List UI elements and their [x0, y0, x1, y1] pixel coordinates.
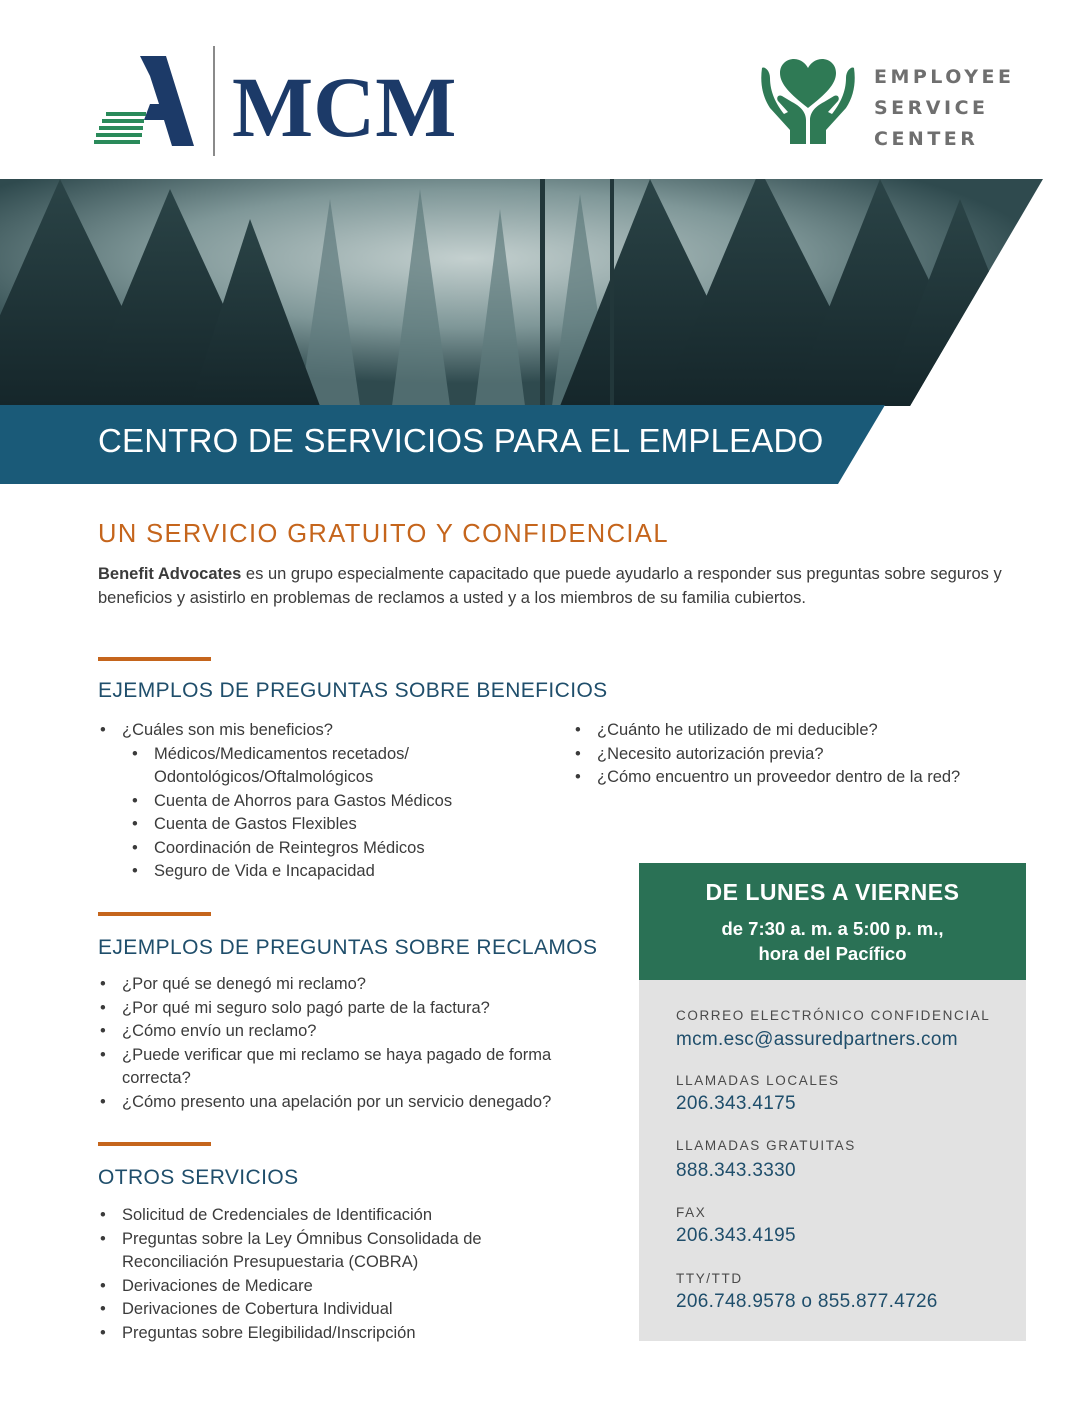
list-item: • Preguntas sobre la Ley Ómnibus Consolidada de Reconciliación Presupuestaria (COBRA): [122, 1228, 532, 1275]
email-label: CORREO ELECTRÓNICO CONFIDENCIAL: [676, 1008, 991, 1023]
other-list: [122, 1204, 532, 1345]
page-title: CENTRO DE SERVICIOS PARA EL EMPLEADO: [98, 422, 824, 459]
intro-paragraph: [98, 562, 1018, 610]
mcm-a-icon: [94, 56, 194, 146]
claims-list: [122, 973, 602, 1114]
hours-time: de 7:30 a. m. a 5:00 p. m.,: [721, 918, 944, 939]
list-item: • Cuenta de Gastos Flexibles: [154, 813, 512, 837]
list-item: • ¿Por qué mi seguro solo pagó parte de la factura?: [122, 997, 602, 1021]
hours-title: DE LUNES A VIERNES: [705, 879, 960, 905]
hero-forest-image: [0, 179, 1043, 406]
fax-number: 206.343.4195: [676, 1225, 796, 1246]
local-phone-link[interactable]: 206.343.4175: [676, 1093, 796, 1114]
intro-lead-text: es un grupo especialmente capacitado que puede ayudarlo a responder sus preguntas sobre seguros y beneficios y asistirlo en problemas de reclamos a usted y a los miembros de su familia cubiertos.: [98, 565, 1002, 607]
claims-heading: EJEMPLOS DE PREGUNTAS SOBRE RECLAMOS: [98, 936, 598, 959]
local-calls-label: LLAMADAS LOCALES: [676, 1073, 840, 1088]
section-rule: [98, 1142, 211, 1146]
esc-line-3: CENTER: [874, 128, 979, 150]
intro-subtitle: UN SERVICIO GRATUITO Y CONFIDENCIAL: [98, 520, 669, 548]
tty-label: TTY/TTD: [676, 1271, 743, 1286]
list-item: • ¿Cuáles son mis beneficios? • Médicos/Medicamentos recetados/ Odontológicos/Oftalmológicos • Cuenta de Ahorros para Gastos Médicos • Cuenta de Gastos Flexibles • Coordinación de Reintegros Médicos • Seguro de Vida e Incapacidad: [122, 719, 512, 884]
list-item: • Seguro de Vida e Incapacidad: [154, 860, 512, 884]
list-item: • Coordinación de Reintegros Médicos: [154, 837, 512, 861]
list-item: • ¿Cómo encuentro un proveedor dentro de la red?: [597, 766, 1027, 790]
toll-free-label: LLAMADAS GRATUITAS: [676, 1138, 856, 1153]
section-rule: [98, 657, 211, 661]
list-item: • ¿Cómo presento una apelación por un servicio denegado?: [122, 1091, 602, 1115]
list-item: • Preguntas sobre Elegibilidad/Inscripción: [122, 1322, 532, 1346]
list-item: • ¿Necesito autorización previa?: [597, 743, 1027, 767]
benefits-heading: EJEMPLOS DE PREGUNTAS SOBRE BENEFICIOS: [98, 679, 608, 702]
list-item: • ¿Cuánto he utilizado de mi deducible?: [597, 719, 1027, 743]
benefits-list-right: [597, 719, 1027, 790]
fax-label: FAX: [676, 1205, 707, 1220]
list-item: • Derivaciones de Medicare: [122, 1275, 532, 1299]
section-rule: [98, 912, 211, 916]
esc-logo: [756, 56, 1036, 156]
esc-line-1: EMPLOYEE: [874, 66, 1015, 88]
esc-wordmark: [874, 62, 1014, 155]
list-item: • ¿Por qué se denegó mi reclamo?: [122, 973, 602, 997]
toll-free-phone-link[interactable]: 888.343.3330: [676, 1160, 796, 1181]
list-item: • Derivaciones de Cobertura Individual: [122, 1298, 532, 1322]
hours-zone: hora del Pacífico: [758, 943, 907, 964]
list-item: • Cuenta de Ahorros para Gastos Médicos: [154, 790, 512, 814]
brand-name: MCM: [232, 59, 457, 155]
mcm-logo: [92, 40, 492, 160]
heart-hands-icon: [756, 56, 866, 156]
email-link[interactable]: mcm.esc@assuredpartners.com: [676, 1029, 958, 1050]
list-item: • Médicos/Medicamentos recetados/ Odontológicos/Oftalmológicos: [154, 743, 512, 790]
logo-divider: [213, 46, 215, 156]
esc-line-2: SERVICE: [874, 97, 989, 119]
hours-box: [639, 863, 1026, 980]
tty-phone-link[interactable]: 206.748.9578 o 855.877.4726: [676, 1291, 938, 1312]
other-heading: OTROS SERVICIOS: [98, 1166, 299, 1189]
list-item: • ¿Puede verificar que mi reclamo se haya pagado de forma correcta?: [122, 1044, 602, 1091]
contact-box: [639, 980, 1026, 1341]
list-item: • Solicitud de Credenciales de Identificación: [122, 1204, 532, 1228]
list-item: • ¿Cómo envío un reclamo?: [122, 1020, 602, 1044]
benefits-sublist: [154, 743, 512, 884]
benefits-list-left: [122, 719, 512, 884]
intro-lead-bold: Benefit Advocates: [98, 565, 242, 583]
